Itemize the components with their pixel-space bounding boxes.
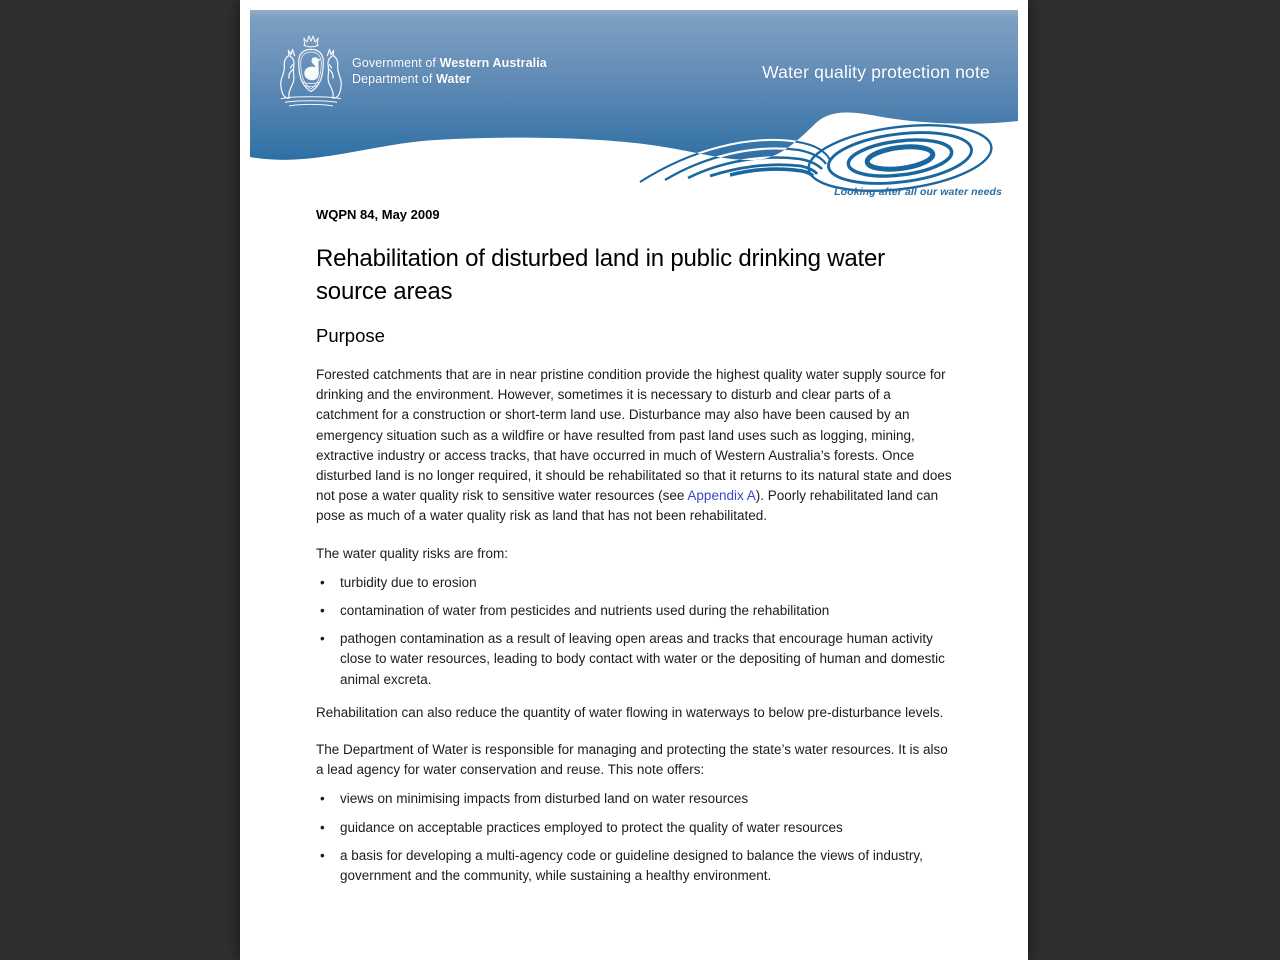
intro-text-after-link: ). Poorly rehabilitated land can pose as much of a water quality risk as land that has not been rehabilitated.: [316, 488, 939, 524]
agency-line2-prefix: Department of: [352, 71, 437, 86]
list-item-text: turbidity due to erosion: [340, 574, 477, 590]
document-reference: WQPN 84, May 2009: [316, 207, 440, 222]
intro-paragraph: [316, 365, 956, 527]
list-item-text: a basis for developing a multi-agency code or guideline designed to balance the views of industry, government and the community, while sustaining a healthy environment.: [340, 847, 923, 884]
flow-reduction-paragraph: Rehabilitation can also reduce the quantity of water flowing in waterways to below pre-disturbance levels.: [316, 704, 944, 720]
document-title: Rehabilitation of disturbed land in public drinking water source areas: [316, 245, 885, 305]
list-item: [316, 601, 956, 621]
list-item-text: contamination of water from pesticides and nutrients used during the rehabilitation: [340, 603, 830, 619]
document-header-banner: [250, 10, 1018, 207]
wa-coat-of-arms-icon: [276, 34, 346, 110]
agency-line1-prefix: Government of: [352, 56, 440, 70]
agency-line-1: [352, 56, 547, 72]
intro-text-before-link: Forested catchments that are in near pristine condition provide the highest quality water supply source for drinking and the environment. However, sometimes it is necessary to disturb and clear parts of a catchment for a construction or short-term land use. Disturbance may also have been caused by an emergency situation such as a wildfire or have resulted from past land uses such as logging, mining, extractive industry or access tracks, that have occurred in much of Western Australia’s forests. Once disturbed land is no longer required, it should be rehabilitated so that it returns to its natural state and does not pose a water quality risk to sensitive water resources (see: [316, 367, 952, 504]
appendix-a-link[interactable]: Appendix A: [687, 488, 756, 504]
document-page: [240, 0, 1028, 960]
note-type-label: Water quality protection note: [762, 62, 990, 82]
list-item: [316, 629, 956, 690]
document-body: [316, 207, 956, 886]
risks-intro-paragraph: The water quality risks are from:: [316, 545, 509, 561]
agency-line2-name: Water: [436, 71, 471, 86]
bullet-icon: •: [320, 791, 325, 807]
banner-tagline: Looking after all our water needs: [834, 186, 1002, 198]
offers-bullet-list: [316, 789, 956, 886]
agency-line1-name: Western Australia: [439, 56, 547, 70]
risk-bullet-list: [316, 573, 956, 690]
list-item: [316, 846, 956, 886]
department-role-paragraph: The Department of Water is responsible for managing and protecting the state’s water resources. It is also a lead agency for water conservation and reuse. This note offers:: [316, 742, 948, 778]
list-item: [316, 789, 956, 809]
list-item-text: pathogen contamination as a result of leaving open areas and tracks that encourage human activity close to water resources, leading to body contact with water or the depositing of human and domestic animal excreta.: [340, 631, 945, 687]
bullet-icon: •: [320, 847, 325, 863]
list-item: [316, 818, 956, 838]
bullet-icon: •: [320, 603, 325, 619]
bullet-icon: •: [320, 819, 325, 835]
bullet-icon: •: [320, 574, 325, 590]
section-heading-purpose: Purpose: [316, 325, 385, 346]
bullet-icon: •: [320, 631, 325, 647]
agency-line-2: [352, 72, 547, 88]
water-ripples-artwork: [250, 10, 1018, 207]
list-item-text: guidance on acceptable practices employed to protect the quality of water resources: [340, 819, 843, 835]
list-item-text: views on minimising impacts from disturbed land on water resources: [340, 791, 749, 807]
list-item: [316, 573, 956, 593]
government-agency-title: [352, 56, 547, 87]
